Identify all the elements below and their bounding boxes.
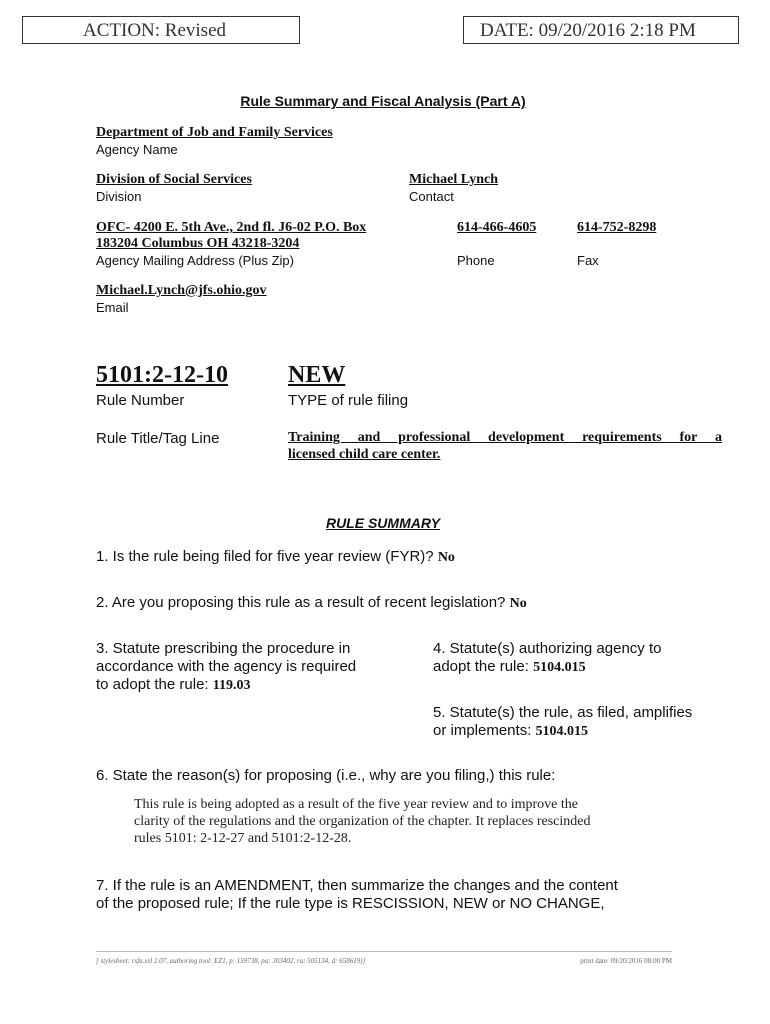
question-7-line-2: of the proposed rule; If the rule type is RESCISSION, NEW or NO CHANGE, xyxy=(96,895,605,912)
division-label: Division xyxy=(96,189,142,204)
date-box xyxy=(463,16,739,44)
question-3-line-3: to adopt the rule: xyxy=(96,676,209,693)
rule-title-label: Rule Title/Tag Line xyxy=(96,430,220,447)
question-5-line-1: 5. Statute(s) the rule, as filed, amplifies xyxy=(433,704,693,721)
page-title: Rule Summary and Fiscal Analysis (Part A) xyxy=(240,93,526,109)
question-5 xyxy=(433,704,692,741)
answer-6-line-2: clarity of the regulations and the organization of the chapter. It replaces rescinded xyxy=(134,814,591,829)
footer-left: [ stylesheet: rsfa.xsl 2.07, authoring tool: EZ1, p: 159738, pa: 303402, ra: 505134, d: 658619)] xyxy=(96,957,366,965)
action-box xyxy=(22,16,300,44)
footer-right: print date: 09/20/2016 08:00 PM xyxy=(580,957,672,965)
agency-name-label: Agency Name xyxy=(96,142,178,157)
question-3-line-3-row xyxy=(96,676,356,695)
rule-summary-heading: RULE SUMMARY xyxy=(325,515,441,531)
question-7-line-1: 7. If the rule is an AMENDMENT, then summarize the changes and the content xyxy=(96,877,618,894)
answer-5: 5104.015 xyxy=(535,724,589,739)
question-2-text: 2. Are you proposing this rule as a result of recent legislation? xyxy=(96,594,506,611)
question-5-line-2: or implements: xyxy=(433,722,532,739)
answer-6-line-3: rules 5101: 2-12-27 and 5101:2-12-28. xyxy=(134,831,352,846)
fax-label: Fax xyxy=(577,253,599,268)
rule-number: 5101:2-12-10 xyxy=(96,362,228,388)
rule-type-label: TYPE of rule filing xyxy=(288,392,409,409)
contact-value: Michael Lynch xyxy=(409,172,499,187)
question-1 xyxy=(96,548,455,566)
question-3-line-1: 3. Statute prescribing the procedure in xyxy=(96,640,351,657)
question-5-line-2-row xyxy=(433,722,692,741)
rule-number-label: Rule Number xyxy=(96,392,185,409)
answer-1: No xyxy=(437,550,455,565)
fax-value: 614-752-8298 xyxy=(577,220,657,235)
division-value: Division of Social Services xyxy=(96,172,252,187)
contact-label: Contact xyxy=(409,189,454,204)
action-text: ACTION: Revised xyxy=(83,20,227,41)
answer-3: 119.03 xyxy=(212,678,251,693)
rule-type: NEW xyxy=(288,362,346,388)
question-4-line-2-row xyxy=(433,658,661,677)
answer-4: 5104.015 xyxy=(533,660,586,675)
question-3-line-2: accordance with the agency is required xyxy=(96,658,357,675)
question-4-line-2: adopt the rule: xyxy=(433,658,529,675)
email-label: Email xyxy=(96,300,129,315)
answer-2: No xyxy=(509,596,527,611)
answer-6 xyxy=(134,796,591,847)
question-4 xyxy=(433,640,661,677)
phone-label: Phone xyxy=(457,253,495,268)
answer-6-line-1: This rule is being adopted as a result of the five year review and to improve the xyxy=(134,797,578,812)
address-line-1: OFC- 4200 E. 5th Ave., 2nd fl. J6-02 P.O. Box xyxy=(96,220,367,235)
date-text: DATE: 09/20/2016 2:18 PM xyxy=(480,20,696,41)
question-7 xyxy=(96,877,618,913)
question-6: 6. State the reason(s) for proposing (i.e., why are you filing,) this rule: xyxy=(96,767,556,784)
phone-value: 614-466-4605 xyxy=(457,220,537,235)
question-1-text: 1. Is the rule being filed for five year review (FYR)? xyxy=(96,548,434,565)
question-3 xyxy=(96,640,356,695)
rule-title-line-1: Training and professional development requirements for a xyxy=(288,430,722,445)
question-4-line-1: 4. Statute(s) authorizing agency to xyxy=(433,640,662,657)
address-line-2: 183204 Columbus OH 43218-3204 xyxy=(96,236,300,251)
footer-divider xyxy=(96,951,672,952)
agency-name: Department of Job and Family Services xyxy=(96,125,333,140)
rule-title-line-2: licensed child care center. xyxy=(288,447,441,462)
address-label: Agency Mailing Address (Plus Zip) xyxy=(96,253,294,268)
email-value: Michael.Lynch@jfs.ohio.gov xyxy=(96,283,267,298)
question-2 xyxy=(96,594,527,612)
